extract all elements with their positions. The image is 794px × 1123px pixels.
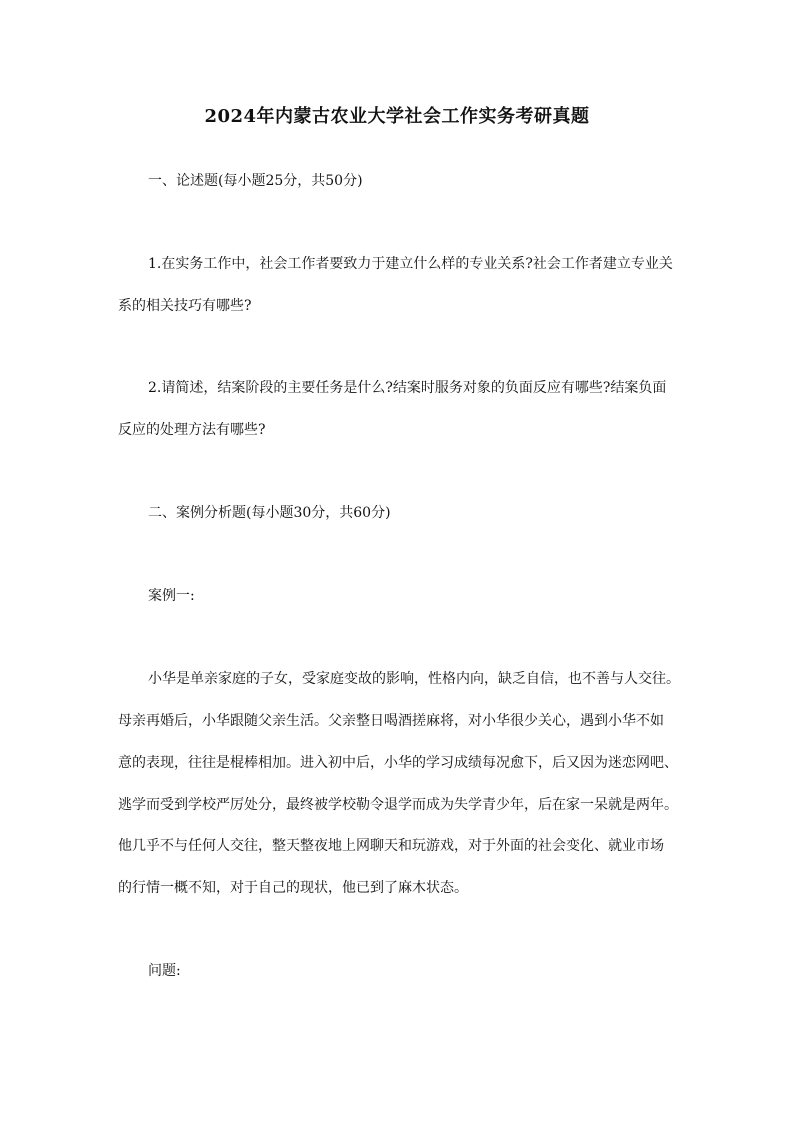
case-1-label: 案例一:: [148, 588, 195, 604]
case-1-text-line: 母亲再婚后，小华跟随父亲生活。父亲整日喝酒搓麻将，对小华很少关心，遇到小华不如: [118, 713, 664, 729]
case-1-text-line: 意的表现，往往是棍棒相加。进入初中后，小华的学习成绩每况愈下，后又因为迷恋网吧、: [118, 755, 678, 771]
case-1-text-line: 的行情一概不知，对于自己的现状，他已到了麻木状态。: [118, 880, 468, 896]
section-heading-essay: 一、论述题(每小题25分，共50分): [148, 173, 363, 189]
question-2-line-2: 反应的处理方法有哪些?: [118, 422, 266, 438]
question-2-line-1: 2.请简述，结案阶段的主要任务是什么?结案时服务对象的负面反应有哪些?结案负面: [148, 380, 667, 396]
case-1-text-line: 小华是单亲家庭的子女，受家庭变故的影响，性格内向，缺乏自信，也不善与人交往。: [148, 671, 680, 687]
question-1-line-2: 系的相关技巧有哪些?: [118, 298, 252, 314]
question-1-line-1: 1.在实务工作中，社会工作者要致力于建立什么样的专业关系?社会工作者建立专业关: [148, 256, 673, 272]
case-1-text-line: 逃学而受到学校严厉处分，最终被学校勒令退学而成为失学青少年，后在家一呆就是两年。: [118, 797, 678, 813]
question-label: 问题:: [148, 963, 181, 979]
document-title: 2024年内蒙古农业大学社会工作实务考研真题: [204, 106, 590, 127]
section-heading-case-analysis: 二、案例分析题(每小题30分，共60分): [148, 505, 391, 521]
case-1-text-line: 他几乎不与任何人交往，整天整夜地上网聊天和玩游戏，对于外面的社会变化、就业市场: [118, 838, 664, 854]
